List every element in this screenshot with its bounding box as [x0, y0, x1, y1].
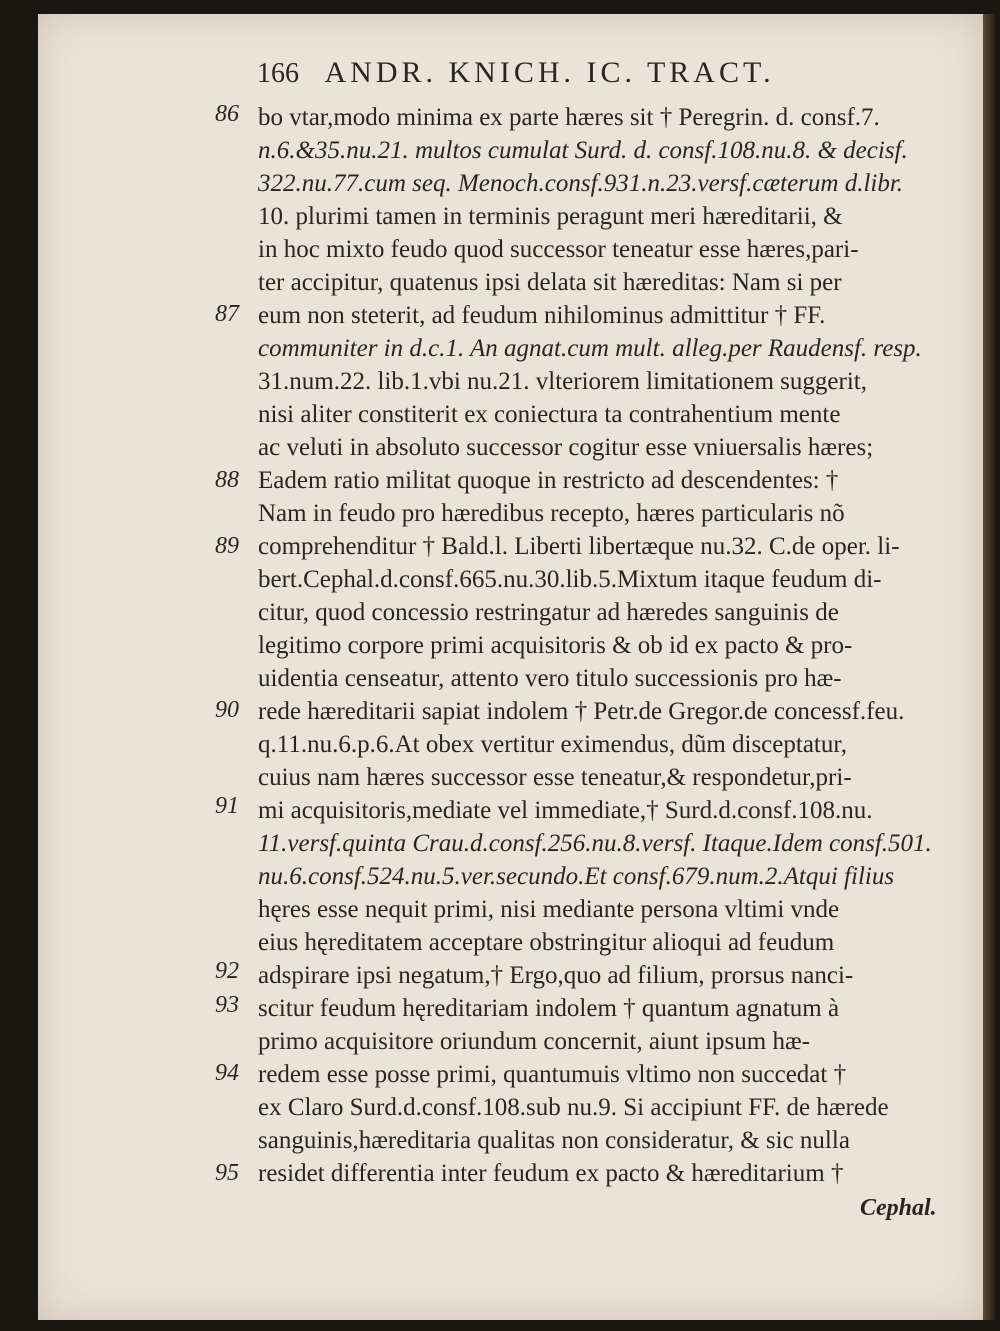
text-line: ac veluti in absoluto successor cogitur esse vniuersalis hæres;: [258, 434, 874, 461]
text-line: communiter in d.c.1. An agnat.cum mult. alleg.per Raudensf. resp.: [258, 335, 922, 362]
text-line: rede hæreditarii sapiat indolem † Petr.de Gregor.de concessf.feu.: [258, 698, 905, 725]
text-line: Eadem ratio militat quoque in restricto ad descendentes: †: [258, 467, 839, 494]
text-line: nu.6.consf.524.nu.5.ver.secundo.Et consf.679.num.2.Atqui filius: [258, 863, 895, 890]
margin-number: 94: [215, 1060, 239, 1086]
text-line: Nam in feudo pro hæredibus recepto, hæres particularis nõ: [258, 500, 845, 527]
text-line: residet differentia inter feudum ex pacto & hæreditarium †: [258, 1160, 844, 1187]
text-line: 31.num.22. lib.1.vbi nu.21. vlteriorem limitationem suggerit,: [258, 368, 867, 395]
text-line: eum non steterit, ad feudum nihilominus admittitur † FF.: [258, 302, 826, 329]
margin-number: 92: [215, 958, 239, 984]
page-edge: [983, 14, 995, 1320]
text-line: bo vtar,modo minima ex parte hæres sit † Peregrin. d. consf.7.: [258, 104, 880, 131]
text-line: adspirare ipsi negatum,† Ergo,quo ad filium, prorsus nanci-: [258, 962, 854, 989]
text-line: comprehenditur † Bald.l. Liberti libertæque nu.32. C.de oper. li-: [258, 533, 900, 560]
text-line: nisi aliter constiterit ex coniectura ta contrahentium mente: [258, 401, 841, 428]
running-title: ANDR. KNICH. IC. TRACT.: [324, 56, 775, 89]
catchword: Cephal.: [860, 1195, 937, 1221]
margin-number: 95: [215, 1160, 239, 1186]
text-line: sanguinis,hæreditaria qualitas non consideratur, & sic nulla: [258, 1127, 850, 1154]
margin-number: 89: [215, 533, 239, 559]
text-line: 10. plurimi tamen in terminis peragunt meri hæreditarii, &: [258, 203, 843, 230]
running-header: [257, 56, 957, 100]
margin-number: 90: [215, 697, 239, 723]
text-line: scitur feudum hęreditariam indolem † quantum agnatum à: [258, 995, 840, 1022]
text-line: in hoc mixto feudo quod successor teneatur esse hæres,pari-: [258, 236, 859, 263]
margin-number: 91: [215, 793, 239, 819]
text-line: bert.Cephal.d.consf.665.nu.30.lib.5.Mixtum itaque feudum di-: [258, 566, 882, 593]
margin-number: 86: [215, 101, 239, 127]
text-line: uidentia censeatur, attento vero titulo successionis pro hæ-: [258, 665, 842, 692]
page-number: 166: [257, 58, 299, 89]
text-line: 322.nu.77.cum seq. Menoch.consf.931.n.23.versf.cæterum d.libr.: [258, 170, 904, 197]
text-line: n.6.&35.nu.21. multos cumulat Surd. d. consf.108.nu.8. & decisf.: [258, 137, 908, 164]
text-line: hęres esse nequit primi, nisi mediante persona vltimi vnde: [258, 896, 840, 923]
margin-number: 87: [215, 301, 239, 327]
text-line: citur, quod concessio restringatur ad hæredes sanguinis de: [258, 599, 839, 626]
text-line: redem esse posse primi, quantumuis vltimo non succedat †: [258, 1061, 847, 1088]
text-line: cuius nam hæres successor esse teneatur,& respondetur,pri-: [258, 764, 852, 791]
text-line: ex Claro Surd.d.consf.108.sub nu.9. Si accipiunt FF. de hærede: [258, 1094, 889, 1121]
margin-number: 88: [215, 467, 239, 493]
text-line: ter accipitur, quatenus ipsi delata sit hæreditas: Nam si per: [258, 269, 842, 296]
text-line: mi acquisitoris,mediate vel immediate,† Surd.d.consf.108.nu.: [258, 797, 873, 824]
text-line: q.11.nu.6.p.6.At obex vertitur eximendus, dũm disceptatur,: [258, 731, 847, 758]
margin-number: 93: [215, 992, 239, 1018]
text-line: 11.versf.quinta Crau.d.consf.256.nu.8.versf. Itaque.Idem consf.501.: [258, 830, 932, 857]
text-line: primo acquisitore oriundum concernit, aiunt ipsum hæ-: [258, 1028, 810, 1055]
text-line: legitimo corpore primi acquisitoris & ob id ex pacto & pro-: [258, 632, 853, 659]
text-line: eius hęreditatem acceptare obstringitur alioqui ad feudum: [258, 929, 835, 956]
